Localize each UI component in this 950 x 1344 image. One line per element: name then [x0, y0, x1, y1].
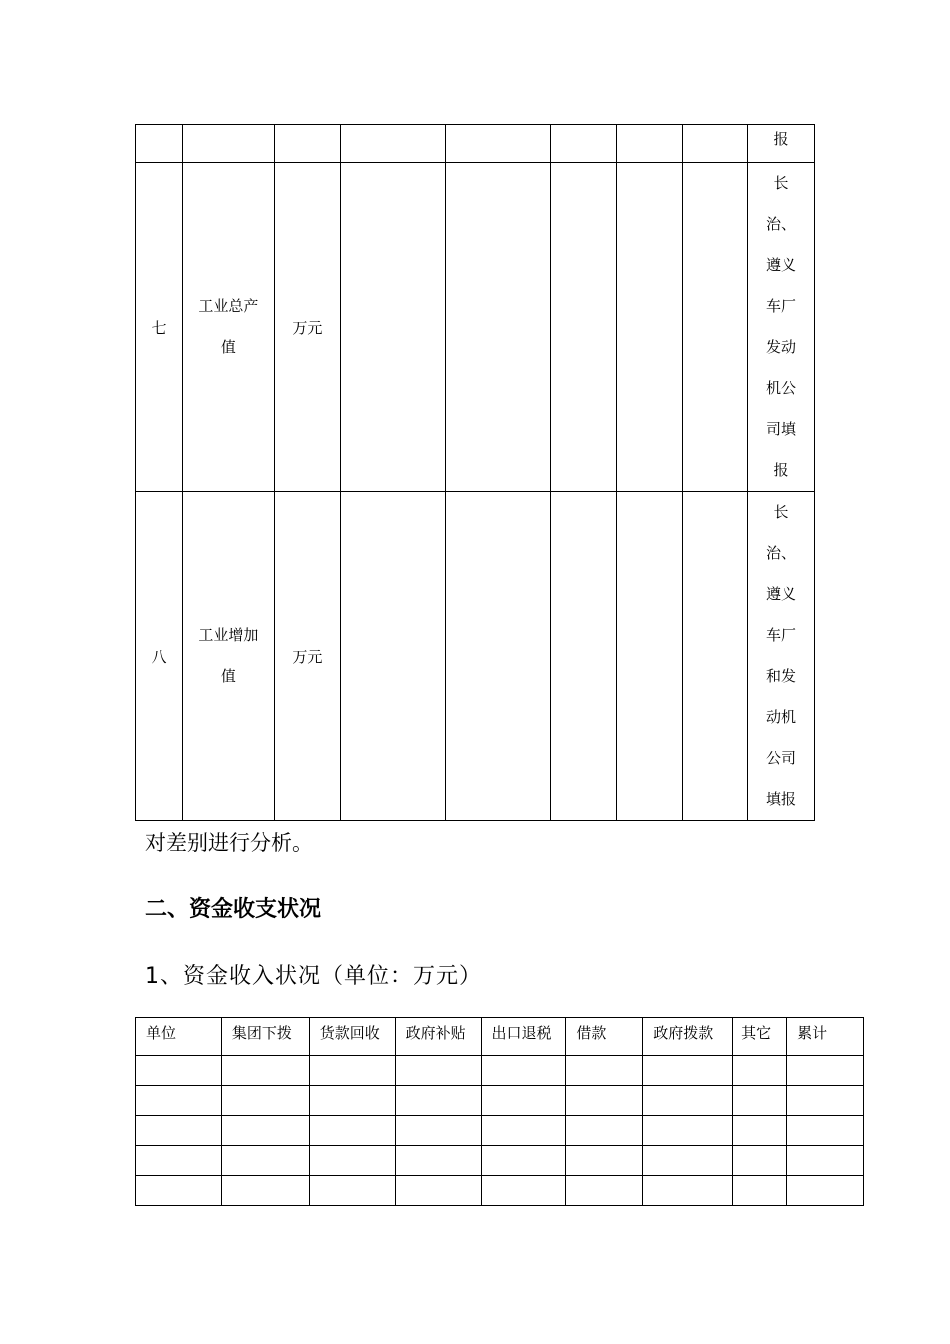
table-cell [551, 492, 617, 821]
unit-cell: 万元 [274, 163, 340, 492]
table-cell [481, 1116, 566, 1146]
table-row [136, 125, 815, 163]
table-cell [733, 1116, 787, 1146]
table-cell [617, 492, 683, 821]
table-row [136, 1056, 864, 1086]
fund-income-table [135, 1017, 864, 1206]
table-row [136, 492, 815, 821]
item-name: 工业增加值 [182, 492, 274, 821]
note-line: 公司 [766, 749, 797, 767]
note-line: 填报 [766, 790, 797, 808]
column-header: 政府补贴 [395, 1018, 481, 1056]
table-cell [643, 1056, 733, 1086]
table-row [136, 1176, 864, 1206]
table-cell [221, 1146, 309, 1176]
table-cell [683, 492, 748, 821]
note-line: 司填 [766, 420, 797, 438]
table-row [136, 163, 815, 492]
table-row [136, 1116, 864, 1146]
column-header: 累计 [787, 1018, 864, 1056]
table-cell [395, 1176, 481, 1206]
table-cell [309, 1056, 395, 1086]
note-line: 发动 [766, 338, 797, 356]
table-cell [643, 1116, 733, 1146]
table-cell [136, 1146, 222, 1176]
table-cell [395, 1056, 481, 1086]
table-cell [733, 1146, 787, 1176]
table-cell [566, 1056, 643, 1086]
table-cell [395, 1116, 481, 1146]
section-heading: 二、资金收支状况 [145, 897, 322, 922]
unit-cell: 万元 [274, 492, 340, 821]
table-body [136, 1056, 864, 1206]
table-cell [683, 163, 748, 492]
table-cell [787, 1176, 864, 1206]
table-cell [136, 125, 183, 163]
column-header: 借款 [566, 1018, 643, 1056]
table-cell [566, 1116, 643, 1146]
row-number: 七 [136, 163, 183, 492]
table-cell [733, 1176, 787, 1206]
table-cell [787, 1056, 864, 1086]
table-cell [136, 1056, 222, 1086]
table-cell [481, 1086, 566, 1116]
table-cell [617, 125, 683, 163]
note-cell [748, 492, 815, 821]
note-line: 动机 [766, 708, 797, 726]
table-cell [340, 125, 445, 163]
table-cell [136, 1116, 222, 1146]
note-line: 机公 [766, 379, 797, 397]
table-cell [309, 1116, 395, 1146]
table-cell [309, 1086, 395, 1116]
table-cell [643, 1086, 733, 1116]
note-line: 遵义 [766, 256, 797, 274]
table-cell [643, 1176, 733, 1206]
note-text: 报 [773, 130, 789, 148]
note-line: 治、 [766, 215, 797, 233]
table-cell [481, 1056, 566, 1086]
note-line: 和发 [766, 667, 797, 685]
table-cell [787, 1146, 864, 1176]
column-header: 其它 [733, 1018, 787, 1056]
column-header: 单位 [136, 1018, 222, 1056]
item-name: 工业总产值 [182, 163, 274, 492]
table-cell [340, 163, 445, 492]
analysis-paragraph: 对差别进行分析。 [145, 831, 313, 855]
table-cell [182, 125, 274, 163]
table-cell [481, 1176, 566, 1206]
column-header: 货款回收 [309, 1018, 395, 1056]
table-cell [551, 125, 617, 163]
column-header: 集团下拨 [221, 1018, 309, 1056]
note-line: 治、 [766, 544, 797, 562]
table-cell [340, 492, 445, 821]
table-row [136, 1146, 864, 1176]
table-cell [221, 1086, 309, 1116]
table-cell [787, 1116, 864, 1146]
table-cell [787, 1086, 864, 1116]
note-line: 遵义 [766, 585, 797, 603]
table-cell [617, 163, 683, 492]
table-cell [733, 1086, 787, 1116]
table-cell [733, 1056, 787, 1086]
column-header: 政府拨款 [643, 1018, 733, 1056]
table-cell [221, 1056, 309, 1086]
table-cell [309, 1146, 395, 1176]
table-cell [221, 1116, 309, 1146]
table-cell [136, 1086, 222, 1116]
table-cell [481, 1146, 566, 1176]
table-cell [566, 1176, 643, 1206]
indicator-table [135, 124, 815, 821]
table-cell [445, 125, 551, 163]
note-line: 报 [773, 461, 789, 479]
table-cell [309, 1176, 395, 1206]
table-cell [445, 492, 551, 821]
table-cell [445, 163, 551, 492]
table-cell [566, 1086, 643, 1116]
table-row [136, 1086, 864, 1116]
note-cell [748, 125, 815, 163]
note-line: 长 [773, 174, 789, 192]
note-line: 车厂 [766, 626, 797, 644]
table-cell [395, 1146, 481, 1176]
table-cell [566, 1146, 643, 1176]
table-cell [274, 125, 340, 163]
column-header: 出口退税 [481, 1018, 566, 1056]
table-cell [683, 125, 748, 163]
subsection-heading: 1、资金收入状况（单位：万元） [145, 964, 482, 989]
table-cell [395, 1086, 481, 1116]
note-line: 车厂 [766, 297, 797, 315]
table-cell [643, 1146, 733, 1176]
note-line: 长 [773, 503, 789, 521]
table-header-row [136, 1018, 864, 1056]
table-cell [136, 1176, 222, 1206]
note-cell [748, 163, 815, 492]
row-number: 八 [136, 492, 183, 821]
table-cell [221, 1176, 309, 1206]
table-cell [551, 163, 617, 492]
